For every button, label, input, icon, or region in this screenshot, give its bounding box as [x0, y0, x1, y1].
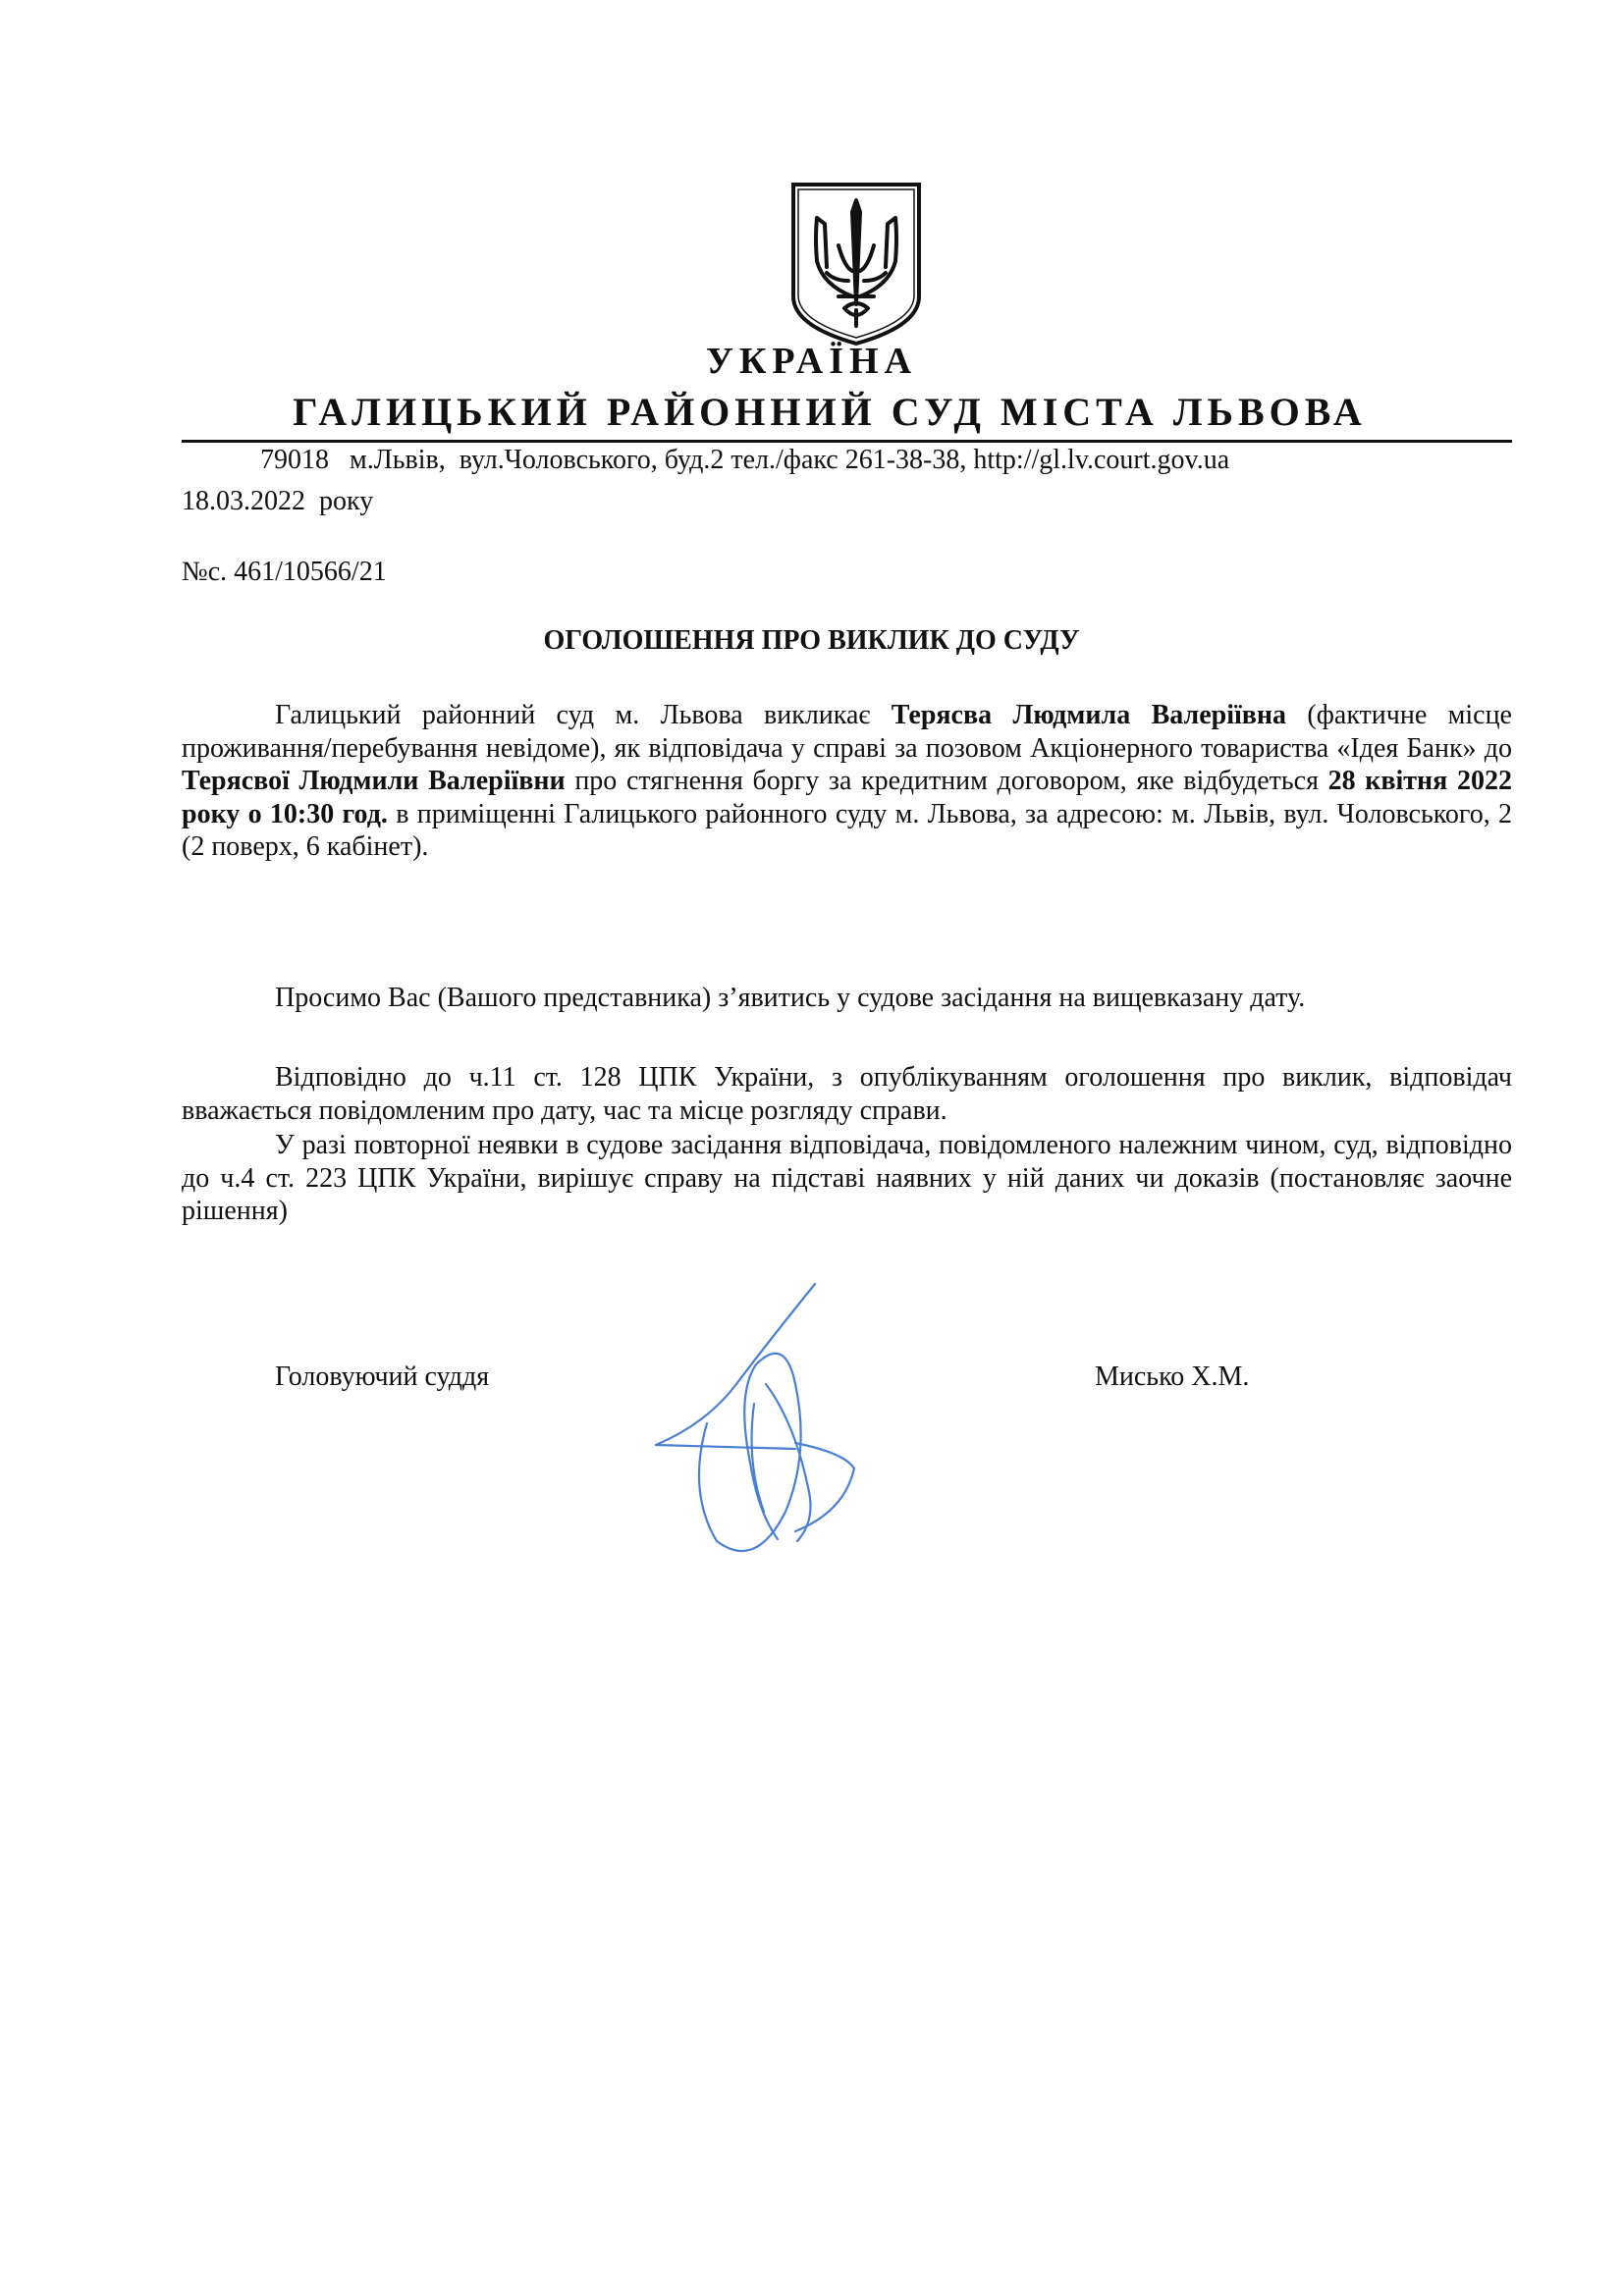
country-heading: УКРАЇНА	[705, 341, 918, 382]
court-name-heading: ГАЛИЦЬКИЙ РАЙОННИЙ СУД МІСТА ЛЬВОВА	[293, 390, 1367, 434]
case-number: №с. 461/10566/21	[182, 557, 387, 587]
document-date: 18.03.2022 року	[182, 486, 374, 516]
hearing-datetime: 28 квітня 2022 року о 10:30 год.	[182, 766, 1512, 829]
body-paragraph-legal-basis: Відповідно до ч.11 ст. 128 ЦПК України, з опублікуванням оголошення про виклик, відповідач вважається повідомленим про дату, час та місце розгляду справи.	[182, 1062, 1512, 1126]
body-paragraph-summons: Галицький районний суд м. Львова викликає Терясва Людмила Валеріївна (фактичне місце проживання/перебування невідоме), як відповідача у справі за позовом Акціонерного товариства «Ідея Банк» до Терясвої Людмили Валеріївни про стягнення боргу за кредитним договором, яке відбудеться 28 квітня 2022 року о 10:30 год. в приміщенні Галицького районного суду м. Львова, за адресою: м. Львів, вул. Чоловського, 2 (2 поверх, 6 кабінет).	[182, 700, 1512, 862]
ukraine-coat-of-arms-icon	[787, 179, 925, 347]
judge-name: Мисько Х.М.	[1095, 1362, 1250, 1392]
court-address: 79018 м.Львів, вул.Чоловського, буд.2 тел./факс 261-38-38, http://gl.lv.court.gov.ua	[260, 445, 1230, 475]
body-paragraph-consequences: У разі повторної неявки в судове засідання відповідача, повідомленого належним чином, суд, відповідно до ч.4 ст. 223 ЦПК України, вирішує справу на підставі наявних у ній даних чи доказів (постановляє заочне рішення)	[182, 1130, 1512, 1226]
handwritten-signature-icon	[648, 1276, 864, 1580]
defendant-name: Терясва Людмила Валеріївна	[891, 700, 1287, 730]
document-title: ОГОЛОШЕННЯ ПРО ВИКЛИК ДО СУДУ	[543, 625, 1080, 656]
body-paragraph-request: Просимо Вас (Вашого представника) з’явитись у судове засідання на вищевказану дату.	[275, 983, 1306, 1013]
header-divider	[182, 440, 1512, 443]
presiding-judge-label: Головуючий суддя	[275, 1362, 490, 1392]
defendant-name-genitive: Терясвої Людмили Валеріївни	[182, 766, 566, 796]
